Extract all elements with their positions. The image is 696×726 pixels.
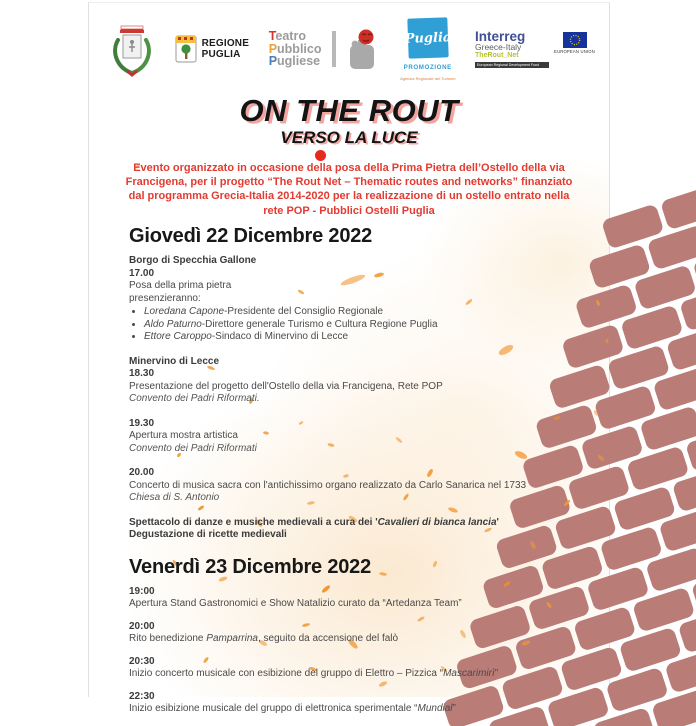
pugliapromozione-box: [407, 17, 448, 58]
text-segment: Degustazione di ricette medievali: [129, 529, 287, 540]
regione-puglia-shield-icon: [175, 35, 197, 63]
text-segment: Loredana Capone: [144, 306, 224, 317]
event-venue: Borgo di Specchia Gallone: [129, 255, 577, 268]
logo-row: [109, 17, 595, 81]
text-segment: Aldo Paturno: [144, 319, 202, 330]
text-segment: Inizio concerto musicale con esibizione del gruppo di Elettro – Pizzica “: [129, 668, 443, 679]
poster-content: [89, 3, 609, 697]
event-line: [129, 293, 577, 306]
interreg-text-column: [475, 30, 549, 69]
event-time: 20:00: [129, 621, 577, 634]
event-line: [129, 443, 577, 456]
day-schedule: [129, 555, 577, 716]
day-heading: Venerdì 23 Dicembre 2022: [129, 555, 577, 579]
poster-page: [88, 2, 610, 697]
event-block: [129, 418, 577, 456]
event-block: [129, 586, 577, 611]
event-line: [129, 633, 577, 646]
event-time: 20.00: [129, 467, 577, 480]
teatro-pubblico-pugliese-logo: [269, 28, 381, 70]
text-segment: ': [497, 517, 499, 528]
text-segment: Spettacolo di danze e musiche medievali a cura dei ': [129, 517, 378, 528]
text-segment: Apertura Stand Gastronomici e Show Natalizio curato da “Artedanza Team”: [129, 598, 462, 609]
text-segment: Concerto di musica sacra con l'antichissimo organo realizzato da Carlo Sanarica nel 1733: [129, 480, 526, 491]
text-segment: Convento dei Padri Riformati.: [129, 393, 260, 404]
interreg-logo: [475, 30, 595, 69]
interreg-project: TheRout_Net: [475, 52, 549, 60]
event-line: [129, 381, 577, 394]
event-line: [129, 280, 577, 293]
interreg-program: Greece-Italy: [475, 43, 549, 53]
speaker-item: [144, 319, 577, 332]
puglia-line: PUGLIA: [202, 49, 250, 60]
event-time: 17.00: [129, 268, 577, 281]
erdf-bar: European Regional Development Fund: [475, 62, 549, 68]
eu-flag-block: [554, 32, 595, 55]
event-line: [129, 430, 577, 443]
text-segment: Chiesa di S. Antonio: [129, 492, 219, 503]
event-line: [129, 492, 577, 505]
text-segment: ”: [495, 668, 498, 679]
pugliapromozione-script: Puglia: [404, 29, 451, 46]
event-line: [129, 598, 577, 611]
tpp-divider: [332, 31, 336, 67]
regione-puglia-label: [202, 38, 250, 60]
text-segment: -Sindaco di Minervino di Lecce: [212, 331, 348, 342]
text-segment: -Direttore generale Turismo e Cultura Regione Puglia: [202, 319, 438, 330]
event-line: [129, 529, 577, 542]
event-time: 20:30: [129, 656, 577, 669]
pugliapromozione-subtitle: Agenzia Regionale del Turismo: [400, 76, 455, 81]
day-schedule: [129, 224, 577, 542]
eu-caption: EUROPEAN UNION: [554, 49, 595, 54]
poster-subtitle: VERSO LA LUCE: [89, 129, 609, 147]
pugliapromozione-logo: [400, 18, 455, 81]
text-segment: -Presidente del Consiglio Regionale: [224, 306, 383, 317]
day-heading: Giovedì 22 Dicembre 2022: [129, 224, 577, 248]
event-block: [129, 467, 577, 505]
poster-title: ON THE ROUT: [89, 95, 609, 127]
speaker-item: [144, 331, 577, 344]
event-block: [129, 621, 577, 646]
speaker-item: [144, 306, 577, 319]
text-segment: Mascarimirì: [443, 668, 495, 679]
event-block: [129, 255, 577, 344]
text-segment: Ettore Caroppo: [144, 331, 212, 342]
interreg-brand: Interreg: [475, 30, 549, 43]
tpp-word-2: ubblico: [277, 42, 321, 56]
event-block: [129, 356, 577, 406]
text-segment: Mundial: [418, 703, 453, 714]
text-segment: Cavalieri di bianca lancia: [378, 517, 497, 528]
event-line: [129, 703, 577, 716]
speaker-list: [144, 306, 577, 344]
title-block: [89, 95, 609, 147]
text-segment: Convento dei Padri Riformati: [129, 443, 257, 454]
intro-paragraph: Evento organizzato in occasione della posa della Prima Pietra dell’Ostello della via Francigena, per il progetto “The Rout Net – Thematic routes and networks” finanziato dal programma Grecia-Italia 2014-2020 per la realizzazione di un ostello entrato nella rete POP - Pubblici Ostelli Puglia: [125, 161, 573, 218]
text-segment: Apertura mostra artistica: [129, 430, 238, 441]
event-time: 18.30: [129, 368, 577, 381]
event-time: 22:30: [129, 691, 577, 704]
coat-of-arms-icon: [109, 20, 155, 78]
regione-line: REGIONE: [202, 38, 250, 49]
pugliapromozione-label: PROMOZIONE: [404, 64, 452, 71]
text-segment: Pamparrina: [206, 633, 258, 644]
regione-puglia-logo: [175, 35, 250, 63]
text-segment: presenzieranno:: [129, 293, 201, 304]
red-dot-decoration: [315, 150, 326, 161]
text-segment: Presentazione del progetto dell'Ostello della via Francigena, Rete POP: [129, 381, 443, 392]
event-block: [129, 691, 577, 716]
event-line: [129, 480, 577, 493]
tpp-word-1: eatro: [275, 29, 306, 43]
event-venue: Minervino di Lecce: [129, 356, 577, 369]
event-line: [129, 517, 577, 530]
event-line: [129, 393, 577, 406]
event-time: 19:00: [129, 586, 577, 599]
tpp-word-3: ugliese: [277, 54, 320, 68]
text-segment: Posa della prima pietra: [129, 280, 231, 291]
event-line: [129, 668, 577, 681]
text-segment: Inizio esibizione musicale del gruppo di elettronica sperimentale “: [129, 703, 418, 714]
theatre-mask-icon: [344, 28, 380, 70]
text-segment: ”: [453, 703, 456, 714]
eu-flag-icon: [563, 32, 587, 48]
text-segment: Rito benedizione: [129, 633, 206, 644]
event-block: [129, 517, 577, 542]
municipal-coat-of-arms-logo: [109, 20, 155, 78]
event-time: 19.30: [129, 418, 577, 431]
text-segment: , seguito da accensione del falò: [258, 633, 398, 644]
tpp-wordmark: Teatro Pubblico Pugliese: [269, 30, 322, 68]
event-block: [129, 656, 577, 681]
schedule: [129, 224, 577, 726]
